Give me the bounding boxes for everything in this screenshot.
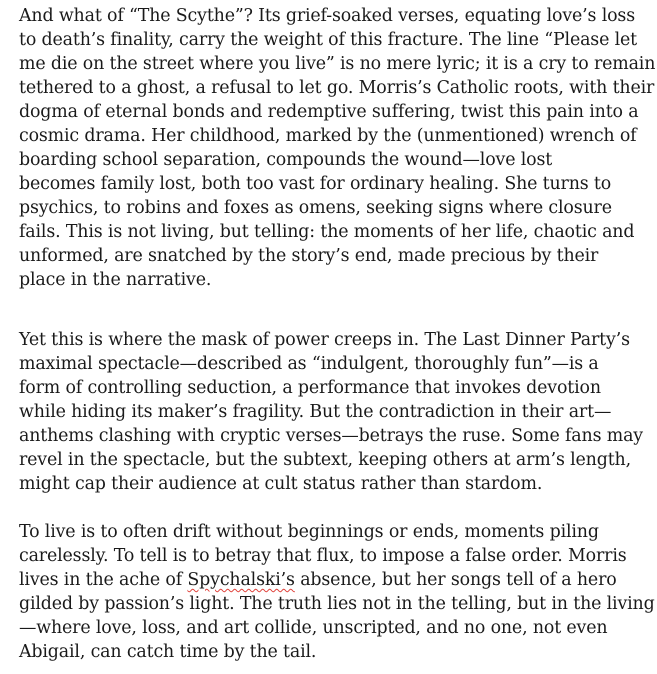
text-line: Yet this is where the mask of power creeps in. The Last Dinner Party’s [19, 330, 630, 350]
text-line: unformed, are snatched by the story’s end, made precious by their [19, 246, 599, 266]
text-line-with-spellcheck [19, 568, 655, 592]
paragraph-1 [19, 4, 655, 292]
text-line: gilded by passion’s light. The truth lies not in the telling, but in the living [19, 594, 655, 614]
paragraph-2 [19, 328, 643, 496]
text-line: carelessly. To tell is to betray that flux, to impose a false order. Morris [19, 546, 627, 566]
text-fragment: lives in the ache of [19, 570, 188, 590]
text-line: psychics, to robins and foxes as omens, seeking signs where closure [19, 198, 612, 218]
text-line: tethered to a ghost, a refusal to let go. Morris’s Catholic roots, with their [19, 78, 655, 98]
text-line: boarding school separation, compounds the wound—love lost [19, 150, 553, 170]
text-line: might cap their audience at cult status rather than stardom. [19, 474, 543, 494]
text-line: cosmic drama. Her childhood, marked by the (unmentioned) wrench of [19, 126, 637, 146]
paragraph-3 [19, 520, 655, 664]
text-line: dogma of eternal bonds and redemptive suffering, twist this pain into a [19, 102, 639, 122]
text-line: place in the narrative. [19, 270, 212, 290]
text-line: me die on the street where you live” is no mere lyric; it is a cry to remain [19, 54, 656, 74]
text-line: while hiding its maker’s fragility. But the contradiction in their art— [19, 402, 612, 422]
text-line: And what of “The Scythe”? Its grief-soaked verses, equating love’s loss [19, 6, 635, 26]
text-line: to death’s finality, carry the weight of this fracture. The line “Please let [19, 30, 637, 50]
text-line: —where love, loss, and art collide, unscripted, and no one, not even [19, 618, 608, 638]
text-line: form of controlling seduction, a performance that invokes devotion [19, 378, 601, 398]
text-line: To live is to often drift without beginnings or ends, moments piling [19, 522, 599, 542]
text-line: maximal spectacle—described as “indulgent, thoroughly fun”—is a [19, 354, 599, 374]
text-line: anthems clashing with cryptic verses—betrays the ruse. Some fans may [19, 426, 643, 446]
text-line: fails. This is not living, but telling: the moments of her life, chaotic and [19, 222, 635, 242]
text-fragment: absence, but her songs tell of a hero [294, 570, 617, 590]
text-line: becomes family lost, both too vast for ordinary healing. She turns to [19, 174, 612, 194]
text-line: revel in the spectacle, but the subtext, keeping others at arm’s length, [19, 450, 631, 470]
misspelled-word[interactable]: Spychalski’s [187, 570, 295, 590]
text-line: Abigail, can catch time by the tail. [19, 642, 317, 662]
